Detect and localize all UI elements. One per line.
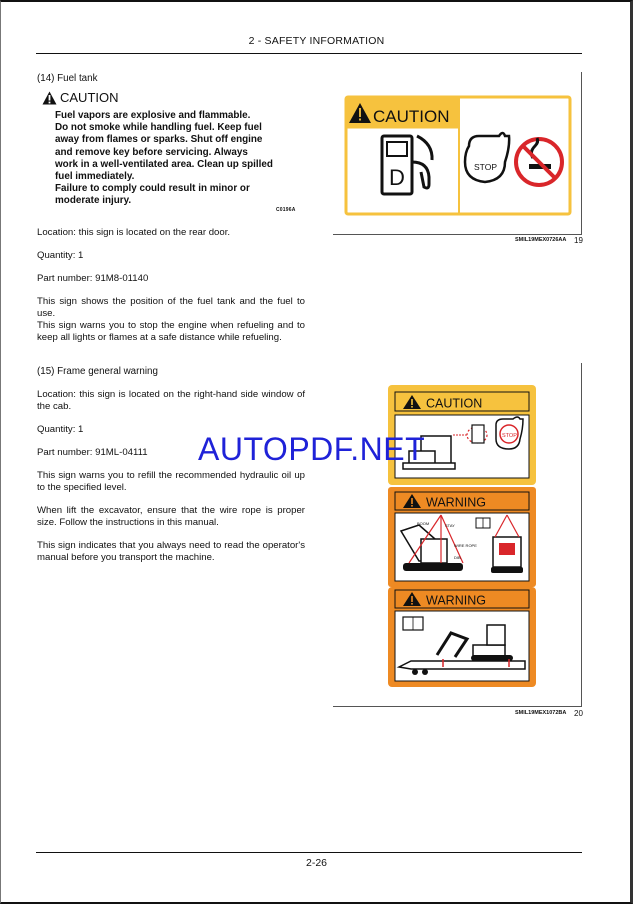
section-15-number: (15) <box>37 366 55 377</box>
figure-20-code: SMIL19MEX1072BA <box>515 710 567 716</box>
section-14-part-number: Part number: 91M8-01140 <box>37 273 149 284</box>
caution-line: work in a well-ventilated area. Clean up spilled <box>55 158 273 170</box>
header-divider <box>36 53 582 54</box>
figure-20-panel-2-label: WARNING <box>426 495 486 510</box>
section-14-heading <box>37 73 97 84</box>
section-15-quantity: Quantity: 1 <box>37 424 84 435</box>
page-header-title: 2 - SAFETY INFORMATION <box>248 35 385 47</box>
caution-line: away from flames or sparks. Shut off engine <box>55 134 263 146</box>
section-14-description-1: This sign shows the position of the fuel tank and the fuel to use. <box>37 296 305 319</box>
figure-20-boom-label: BOOM <box>417 521 430 526</box>
caution-line: Do not smoke while handling fuel. Keep fuel <box>55 122 262 134</box>
figure-19-code: SMIL19MEX0726AA <box>515 237 567 243</box>
figure-20-number: 20 <box>574 709 583 718</box>
figure-20-dib-label: DIB <box>454 555 461 560</box>
section-14-description-2: This sign warns you to stop the engine when refueling and to keep all lights or flames at a safe distance while refueling. <box>37 320 305 343</box>
figure-19-caution-label: CAUTION <box>373 107 450 126</box>
figure-19-frame <box>333 72 583 245</box>
section-15-location: Location: this sign is located on the right-hand side window of the cab. <box>37 389 305 412</box>
section-15-title: Frame general warning <box>57 366 158 377</box>
frame-warning-sign-illustration <box>333 363 582 707</box>
figure-20-wire-rope-label: WIRE ROPE <box>454 543 477 548</box>
section-14-location: Location: this sign is located on the rear door. <box>37 227 231 238</box>
page-number: 2-26 <box>305 857 327 869</box>
caution-heading <box>42 90 119 105</box>
section-15-part-number: Part number: 91ML-04111 <box>37 447 148 458</box>
caution-line: moderate injury. <box>55 195 132 207</box>
watermark-text: AUTOPDF.NET <box>198 431 426 467</box>
figure-20-stay-label: STAY <box>445 523 455 528</box>
figure-19-number: 19 <box>574 236 583 245</box>
figure-19-stop-text: STOP <box>474 162 497 172</box>
figure-20-frame <box>333 363 583 718</box>
section-15-description-2: When lift the excavator, ensure that the wire rope is proper size. Follow the instructions in this manual. <box>37 505 305 528</box>
footer-divider <box>36 852 582 853</box>
section-15-heading <box>37 366 158 377</box>
section-15-description-1: This sign warns you to refill the recommended hydraulic oil up to the specified level. <box>37 470 305 493</box>
caution-label: CAUTION <box>60 90 119 105</box>
section-14-title: Fuel tank <box>57 73 98 84</box>
fuel-tank-sign-illustration <box>333 72 582 235</box>
caution-text-block <box>55 110 286 208</box>
caution-line: Fuel vapors are explosive and flammable. <box>55 110 251 121</box>
caution-line: and remove key before servicing. Always <box>55 146 248 158</box>
caution-line: fuel immediately. <box>55 171 135 183</box>
caution-code: C0196A <box>276 207 296 213</box>
figure-19-fuel-letter: D <box>389 165 405 190</box>
section-14-quantity: Quantity: 1 <box>37 250 84 261</box>
section-15-description-3: This sign indicates that you always need to read the operator's manual before you transport the machine. <box>37 540 305 563</box>
figure-20-panel-1-label: CAUTION <box>426 396 483 411</box>
figure-20-panel-1-stop: STOP <box>502 433 517 439</box>
section-14-number: (14) <box>37 73 55 84</box>
caution-line: Failure to comply could result in minor or <box>55 183 250 195</box>
warning-triangle-icon <box>42 91 57 105</box>
figure-20-panel-3-label: WARNING <box>426 593 486 608</box>
